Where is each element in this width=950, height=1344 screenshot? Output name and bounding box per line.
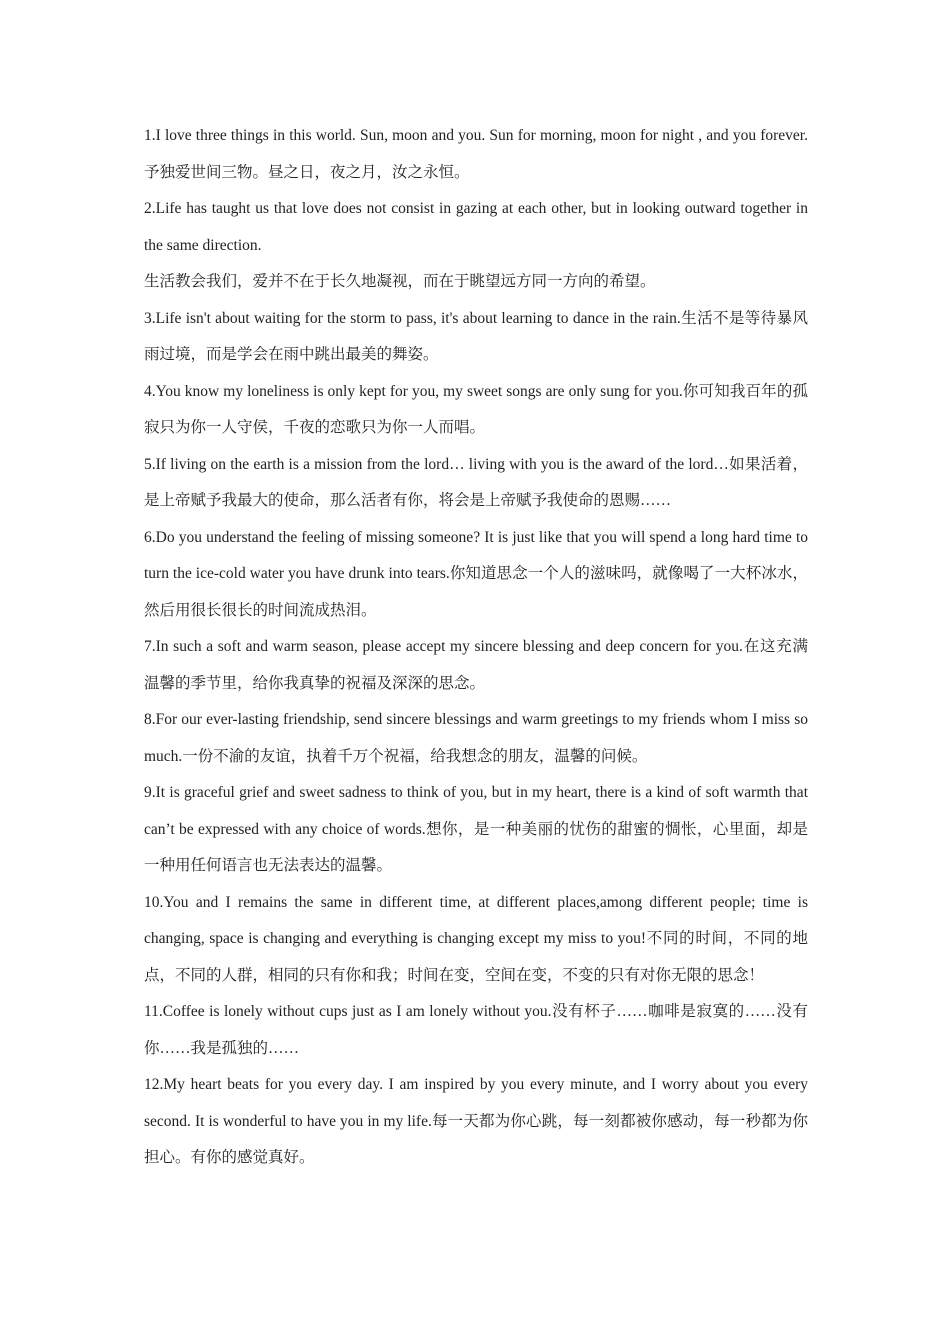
quote-paragraph-9: 9.It is graceful grief and sweet sadness to think of you, but in my heart, there is a kind of soft warmth that can’t be expressed with any choice of words.想你，是一种美丽的忧伤的甜蜜的惆怅，心里面，却是一种用任何语言也无法表达的温馨。 [144, 784, 808, 874]
quote-paragraph-3: 3.Life isn't about waiting for the storm to pass, it's about learning to dance in the rain.生活不是等待暴风雨过境，而是学会在雨中跳出最美的舞姿。 [144, 309, 808, 363]
quote-paragraph-12: 12.My heart beats for you every day. I am inspired by you every minute, and I worry about you every second. It is wonderful to have you in my life.每一天都为你心跳，每一刻都被你感动，每一秒都为你担心。有你的感觉真好。 [144, 1076, 808, 1166]
document-body [144, 118, 808, 1177]
quote-paragraph-11: 11.Coffee is lonely without cups just as I am lonely without you.没有杯子……咖啡是寂寞的……没有你……我是孤独的…… [144, 1003, 808, 1057]
quote-paragraph-4: 4.You know my loneliness is only kept for you, my sweet songs are only sung for you.你可知我百年的孤寂只为你一人守侯，千夜的恋歌只为你一人而唱。 [144, 382, 808, 436]
quote-paragraph-2: 2.Life has taught us that love does not consist in gazing at each other, but in looking outward together in the same direction. 生活教会我们，爱并不在于长久地凝视，而在于眺望远方同一方向的希望。 [144, 200, 808, 290]
quote-paragraph-5: 5.If living on the earth is a mission from the lord… living with you is the award of the lord…如果活着，是上帝赋予我最大的使命，那么活者有你，将会是上帝赋予我使命的恩赐…… [144, 455, 808, 509]
quote-paragraph-7: 7.In such a soft and warm season, please accept my sincere blessing and deep concern for you.在这充满温馨的季节里，给你我真挚的祝福及深深的思念。 [144, 638, 808, 692]
quote-paragraph-8: 8.For our ever-lasting friendship, send sincere blessings and warm greetings to my friends whom I miss so much.一份不渝的友谊，执着千万个祝福，给我想念的朋友，温馨的问候。 [144, 711, 808, 765]
quote-paragraph-6: 6.Do you understand the feeling of missing someone? It is just like that you will spend a long hard time to turn the ice-cold water you have drunk into tears.你知道思念一个人的滋味吗，就像喝了一大杯冰水，然后用很长很长的时间流成热泪。 [144, 528, 808, 619]
quote-paragraph-1: 1.I love three things in this world. Sun, moon and you. Sun for morning, moon for night , and you forever.予独爱世间三物。昼之日，夜之月，汝之永恒。 [144, 127, 808, 181]
quote-paragraph-10: 10.You and I remains the same in different time, at different places,among different people; time is changing, space is changing and everything is changing except my miss to you!不同的时间，不同的地点，不同的人群，相同的只有你和我；时间在变，空间在变，不变的只有对你无限的思念！ [144, 893, 808, 984]
